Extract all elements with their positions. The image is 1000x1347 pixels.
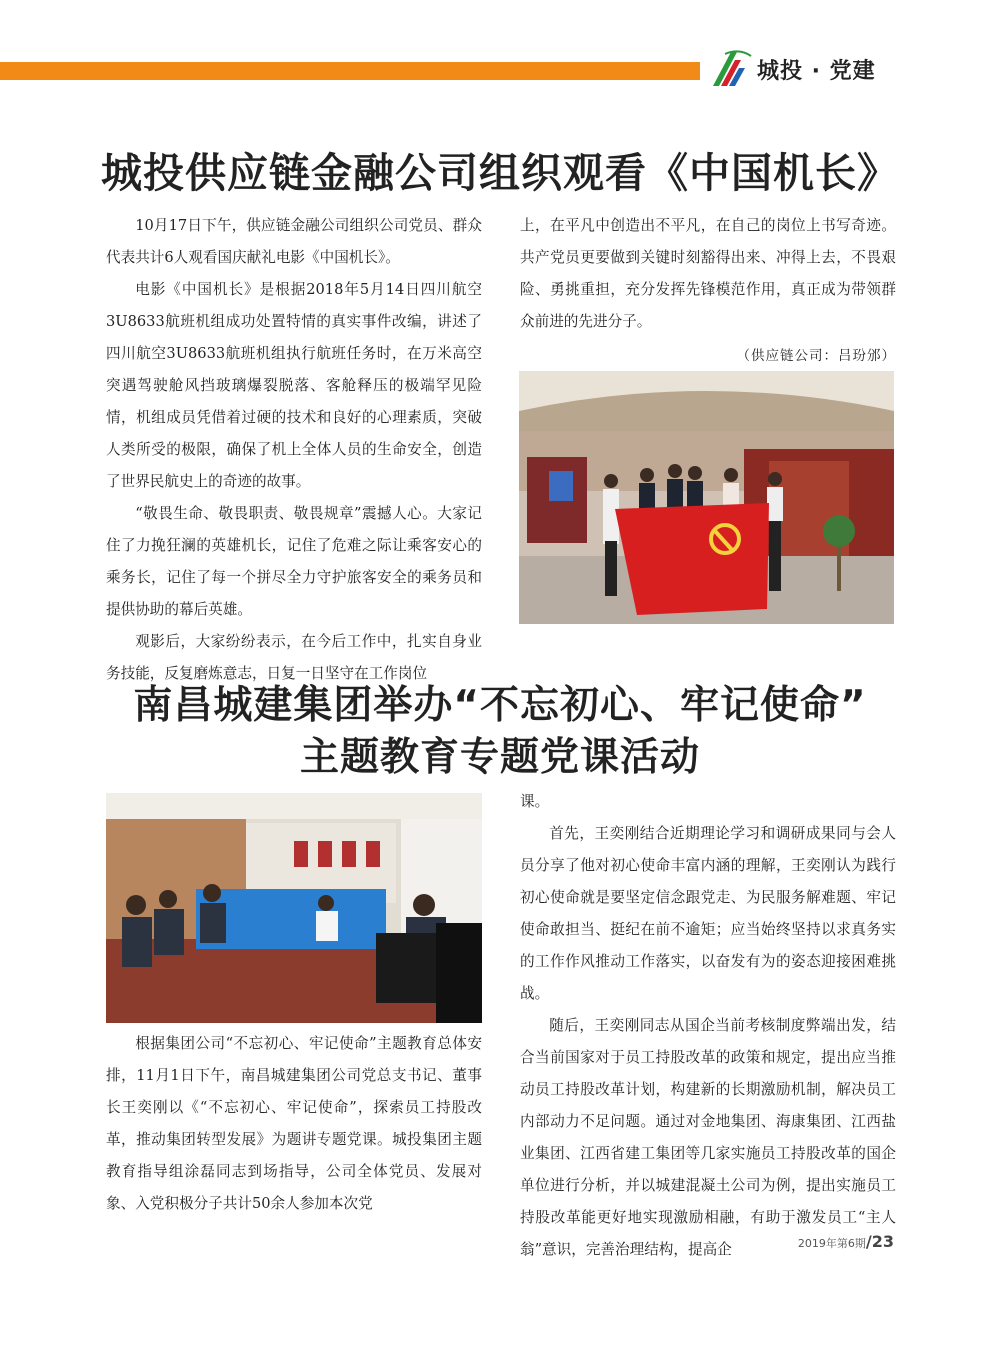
article1-column-right xyxy=(520,210,896,372)
footer-slash: / xyxy=(865,1232,872,1251)
group-photo-with-party-flag xyxy=(519,371,894,624)
city-investment-logo-icon xyxy=(705,46,753,92)
article1-paragraph: 电影《中国机长》是根据2018年5月14日四川航空3U8633航班机组成功处置特情的真实事件改编，讲述了四川航空3U8633航班机组执行航班任务时，在万米高空突遇驾驶舱风挡玻璃爆裂脱落、客舱释压的极端罕见险情，机组成员凭借着过硬的技术和良好的心理素质，突破人类所受的极限，确保了机上全体人员的生命安全，创造了世界民航史上的奇迹的故事。 xyxy=(106,281,482,490)
orange-header-bar xyxy=(0,62,700,80)
article2-column-left xyxy=(106,1028,482,1226)
page-footer xyxy=(798,1232,894,1251)
meeting-photo-image xyxy=(106,793,482,1023)
section-title: 城投 · 党建 xyxy=(757,59,876,84)
article2-title-line2: 主题教育专题党课活动 xyxy=(299,735,700,780)
article1-column-left xyxy=(106,210,482,682)
article1-paragraph: 观影后，大家纷纷表示，在今后工作中，扎实自身业务技能，反复磨炼意志，日复一日坚守在工作岗位 xyxy=(106,633,482,682)
page-number: 23 xyxy=(871,1232,894,1251)
section-brand xyxy=(705,46,905,92)
party-lecture-meeting-photo xyxy=(106,793,482,1023)
article1-byline: （供应链公司：吕玢邠） xyxy=(736,348,896,364)
article1-paragraph: 10月17日下午，供应链金融公司组织公司党员、群众代表共计6人观看国庆献礼电影《中国机长》。 xyxy=(106,217,482,266)
article2-paragraph: 课。 xyxy=(520,793,550,810)
article2-paragraph: 随后，王奕刚同志从国企当前考核制度弊端出发，结合当前国家对于员工持股改革的政策和规定，提出应当推动员工持股改革计划，构建新的长期激励机制，解决员工内部动力不足问题。通过对金地集团、海康集团、江西盐业集团、江西省建工集团等几家实施员工持股改革的国企单位进行分析，并以城建混凝土公司为例，提出实施员工持股改革能更好地实现激励相融，有助于激发员工“主人翁”意识，完善治理结构，提高企 xyxy=(520,1017,896,1258)
article1-paragraph: 上，在平凡中创造出不平凡，在自己的岗位上书写奇迹。共产党员更要做到关键时刻豁得出来、冲得上去，不畏艰险、勇挑重担，充分发挥先锋模范作用，真正成为带领群众前进的先进分子。 xyxy=(520,217,896,330)
article2-paragraph: 根据集团公司“不忘初心、牢记使命”主题教育总体安排，11月1日下午，南昌城建集团公司党总支书记、董事长王奕刚以《“不忘初心、牢记使命”，探索员工持股改革，推动集团转型发展》为题讲专题党课。城投集团主题教育指导组涂磊同志到场指导，公司全体党员、发展对象、入党积极分子共计50余人参加本次党 xyxy=(106,1035,482,1212)
article1-paragraph: “敬畏生命、敬畏职责、敬畏规章”震撼人心。大家记住了力挽狂澜的英雄机长，记住了危难之际让乘客安心的乘务长，记住了每一个拼尽全力守护旅客安全的乘务员和提供协助的幕后英雄。 xyxy=(106,505,482,618)
article1-title: 城投供应链金融公司组织观看《中国机长》 xyxy=(101,149,899,197)
article2-title-line1: 南昌城建集团举办“不忘初心、牢记使命” xyxy=(133,683,867,728)
group-photo-image xyxy=(519,371,894,624)
article2-paragraph: 首先，王奕刚结合近期理论学习和调研成果同与会人员分享了他对初心使命丰富内涵的理解，王奕刚认为践行初心使命就是要坚定信念跟党走、为民服务解难题、牢记使命敢担当、挺纪在前不逾矩；应当始终坚持以求真务实的工作作风推动工作落实，以奋发有为的姿态迎接困难挑战。 xyxy=(520,825,896,1002)
issue-label: 2019年第6期 xyxy=(797,1237,866,1250)
